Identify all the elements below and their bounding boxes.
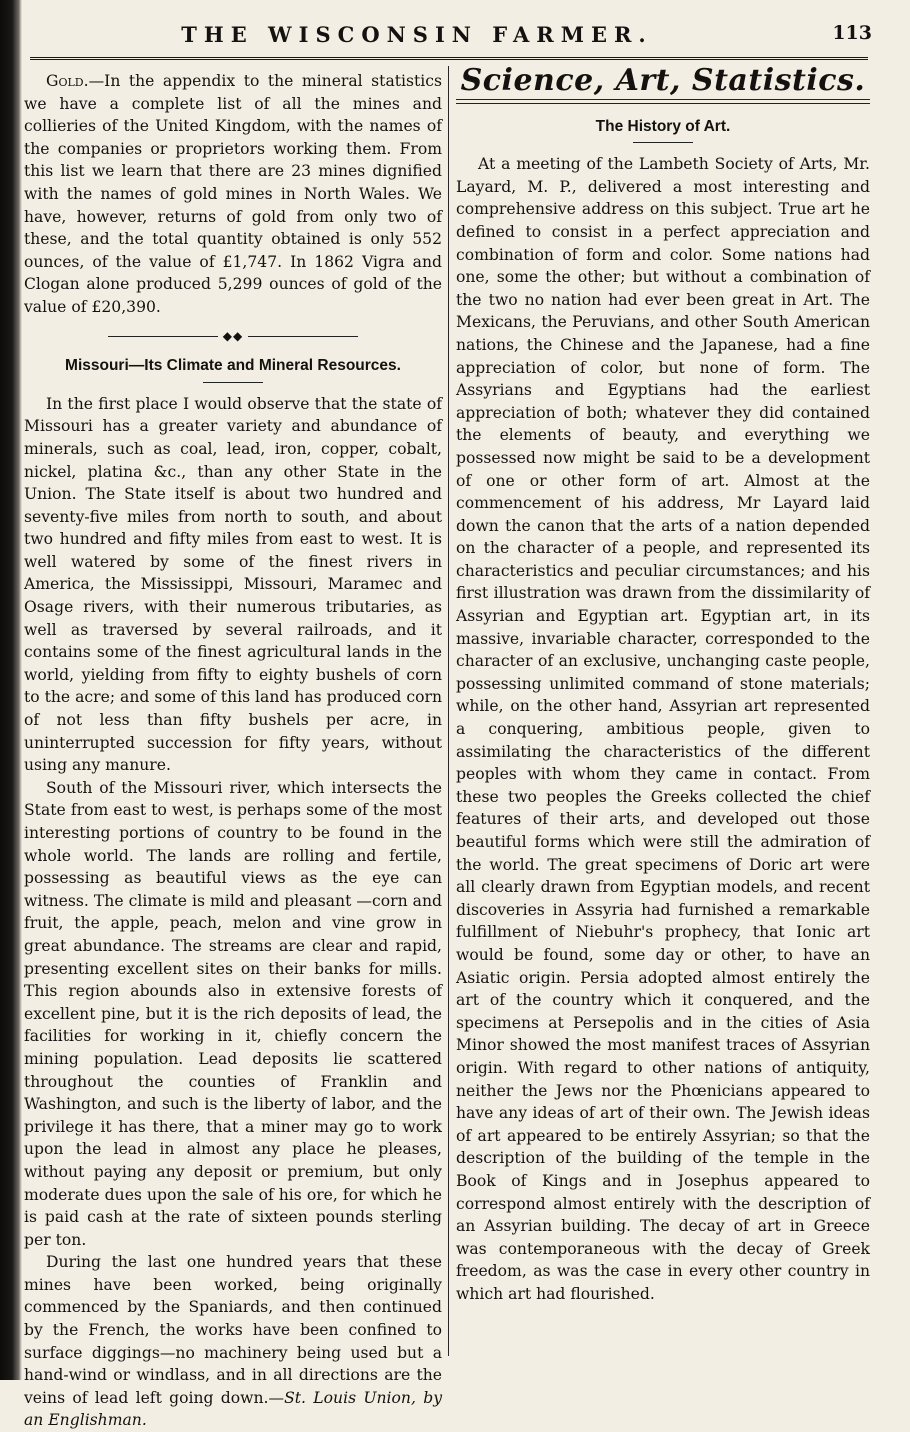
header-rule (30, 57, 868, 60)
byline: —St. Louis Union, by an Englishman. (24, 1388, 442, 1430)
left-column (24, 70, 442, 1432)
missouri-paragraph-2: South of the Missouri river, which intersects the State from east to west, is perhaps some of the most interesting portions of country to be found in the whole world. The lands are rolling and fertile, possessing as beautiful views as the eye can witness. The climate is mild and pleasant —corn and fruit, the apple, peach, melon and vine grow in great abundance. The streams are clear and rapid, presenting excellent sites on their banks for mills. This region abounds also in extensive forests of excellent pine, but it is the rich deposits of lead, the facilities for working in it, chiefly concern the mining population. Lead deposits lie scattered throughout the counties of Franklin and Washington, and such is the liberty of labor, and the privilege it has there, that a miner may go to work upon the lead in almost any place he pleases, without paying any deposit or premium, but only moderate dues upon the sale of his ore, for which he is paid cash at the rate of sixteen pounds sterling per ton. (24, 778, 442, 1249)
ornament-divider: ◆◆ (24, 325, 442, 348)
page-number: 113 (832, 22, 872, 44)
right-column (456, 63, 870, 1305)
missouri-paragraph-3-text: During the last one hundred years that these mines have been worked, being originally commenced by the Spaniards, and then continued by the French, the works have been confined to surface diggings—no machinery being used but a hand-wind or windlass, and in all directions are the veins of lead left going down. (24, 1253, 442, 1407)
missouri-paragraph-3 (24, 1251, 442, 1432)
history-heading: The History of Art. (595, 117, 731, 135)
section-title: Science, Art, Statistics. (460, 63, 866, 98)
column-divider (448, 66, 449, 1356)
history-paragraph: At a meeting of the Lambeth Society of Arts, Mr. Layard, M. P., delivered a most interesting and comprehensive address on this subject. True art he defined to consist in a perfect appreciation and combination of form and color. Some nations had one, some the other; but without a combination of the two no nation had ever been great in Art. The Mexicans, the Peruvians, and other South American nations, the Chinese and the Japanese, had a fine appreciation of color, but none of form. The Assyrians and Egyptians had the earliest appreciation of both; whatever they did contained the elements of beauty, and everything we possessed now might be said to be a development of one or other form of art. Almost at the commencement of his address, Mr Layard laid down the canon that the arts of a nation depended on the character of a people, and represented its characteristics and peculiar circumstances; and his first illustration was drawn from the dissimilarity of Assyrian and Egyptian art. Egyptian art, in its massive, invariable character, corresponded to the character of an exclusive, unchanging caste people, possessing unlimited command of stone materials; while, on the other hand, Assyrian art represented a conquering, ambitious people, given to assimilating the characteristics of the different peoples with whom they came in contact. From these two peoples the Greeks collected the chief features of their arts, and developed out those beautiful forms which were still the admiration of the world. The great specimens of Doric art were all clearly drawn from Egyptian models, and recent discoveries in Assyria had furnished a remarkable fulfillment of Niebuhr's prophecy, that Ionic art would be found, some day or other, to have an Asiatic origin. Persia adopted almost entirely the art of the country which it conquered, and the specimens at Persepolis and in the cities of Asia Minor showed the most manifest traces of Assyrian origin. With regard to other nations of antiquity, neither the Jews nor the Phœnicians appeared to have any ideas of art of their own. The Jewish ideas of art appeared to be entirely Assyrian; so that the description of the building of the temple in the Book of Kings and in Josephus appeared to correspond almost entirely with the description of an Assyrian building. The decay of art in Greece was contemporaneous with the decay of Greek freedom, as was the case in every other country in which art had flourished. (456, 155, 870, 1303)
binding-shadow (0, 0, 22, 1380)
gold-article (24, 70, 442, 319)
page-header (22, 14, 872, 54)
heading-rule (203, 382, 263, 383)
history-heading-rule (633, 142, 693, 143)
gold-article-text: —In the appendix to the mineral statistics we have a complete list of all the mines and collieries of the United Kingdom, with the names of the companies or proprietors working them. From this list we learn that there are 23 mines dignified with the names of gold mines in North Wales. We have, however, returns of gold from only two of these, and the total quantity obtained is only 552 ounces, of the value of £1,747. In 1862 Vigra and Clogan alone produced 5,299 ounces of gold of the value of £20,390. (24, 72, 442, 316)
gold-lead-word: Gold. (46, 72, 89, 90)
section-rule (456, 99, 870, 104)
masthead-title: THE WISCONSIN FARMER. (181, 22, 653, 47)
missouri-paragraph-1: In the first place I would observe that the state of Missouri has a greater variety and abundance of minerals, such as coal, lead, iron, copper, cobalt, nickel, platina &c., than any other State in the Union. The State itself is about two hundred and seventy-five miles from north to south, and about two hundred and fifty miles from east to west. It is well watered by some of the finest rivers in America, the Mississippi, Missouri, Maramec and Osage rivers, with their numerous tributaries, as well as traversed by several railroads, and it contains some of the finest agricultural lands in the world, yielding from fifty to eighty bushels of corn to the acre; and some of this land has produced corn of not less than fifty bushels per acre, in uninterrupted succession for fifty years, without using any manure. (24, 394, 442, 775)
missouri-heading: Missouri—Its Climate and Mineral Resources. (65, 357, 401, 375)
